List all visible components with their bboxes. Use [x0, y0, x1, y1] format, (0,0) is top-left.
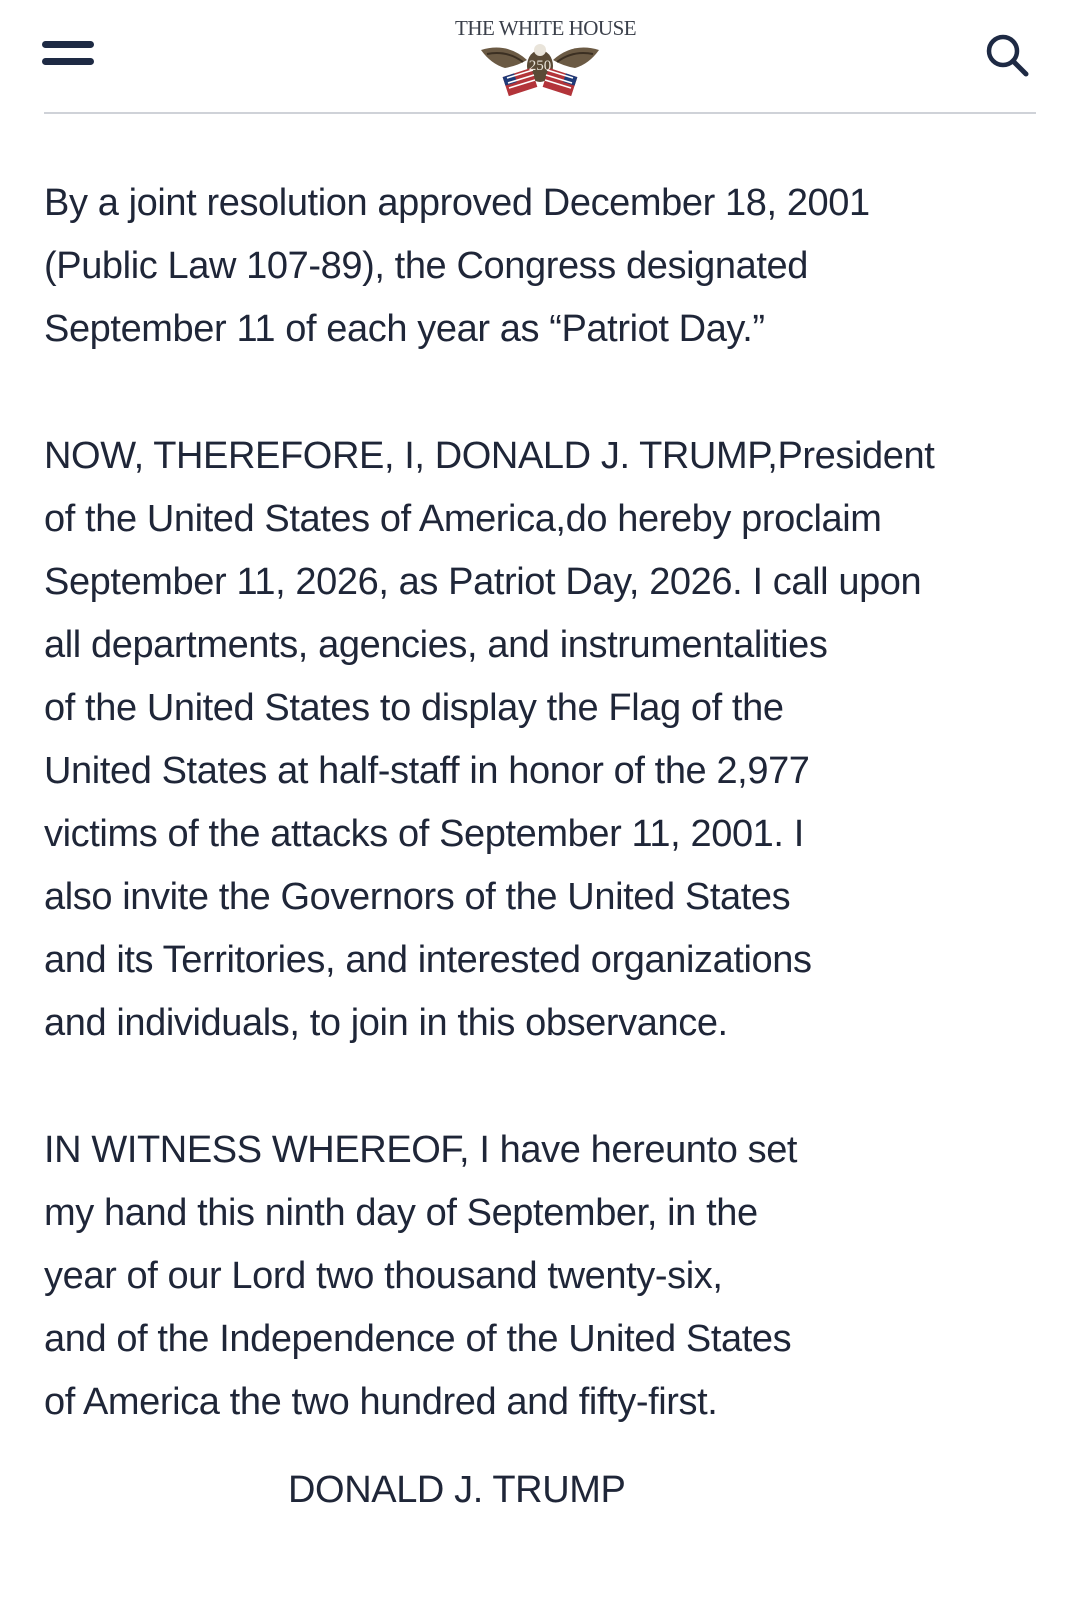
white-house-logo[interactable]	[455, 10, 637, 98]
signature-name: DONALD J. TRUMP	[288, 1469, 626, 1511]
eagle-emblem-icon	[477, 32, 603, 98]
paragraph-proclamation: NOW, THEREFORE, I, DONALD J. TRUMP,President of the United States of America,do hereby proclaim September 11, 2026, as Patriot Day, 2026. I call upon all departments, agencies, and instrumentalities of the United States to display the Flag of the United States at half-staff in honor of the 2,977 victims of the attacks of September 11, 2001. I also invite the Governors of the United States and its Territories, and interested organizations and individuals, to join in this observance.	[44, 435, 935, 1044]
logo-number: 250	[528, 58, 552, 74]
paragraph-witness: IN WITNESS WHEREOF, I have hereunto set my hand this ninth day of September, in the year of our Lord two thousand twenty-six, and of the Independence of the United States of America the two hundred and fifty-first.	[44, 1129, 798, 1423]
hamburger-menu-icon[interactable]	[42, 41, 94, 67]
logo-text: THE WHITE HOUSE	[455, 16, 637, 40]
paragraph-resolution: By a joint resolution approved December 18, 2001 (Public Law 107-89), the Congress designated September 11 of each year as “Patriot Day.”	[44, 182, 870, 350]
search-icon[interactable]	[984, 32, 1030, 78]
menu-bar-bottom	[42, 58, 94, 65]
proclamation-body	[44, 172, 1044, 1498]
menu-bar-top	[42, 41, 94, 48]
header-divider	[44, 112, 1036, 114]
site-header	[0, 0, 1080, 114]
